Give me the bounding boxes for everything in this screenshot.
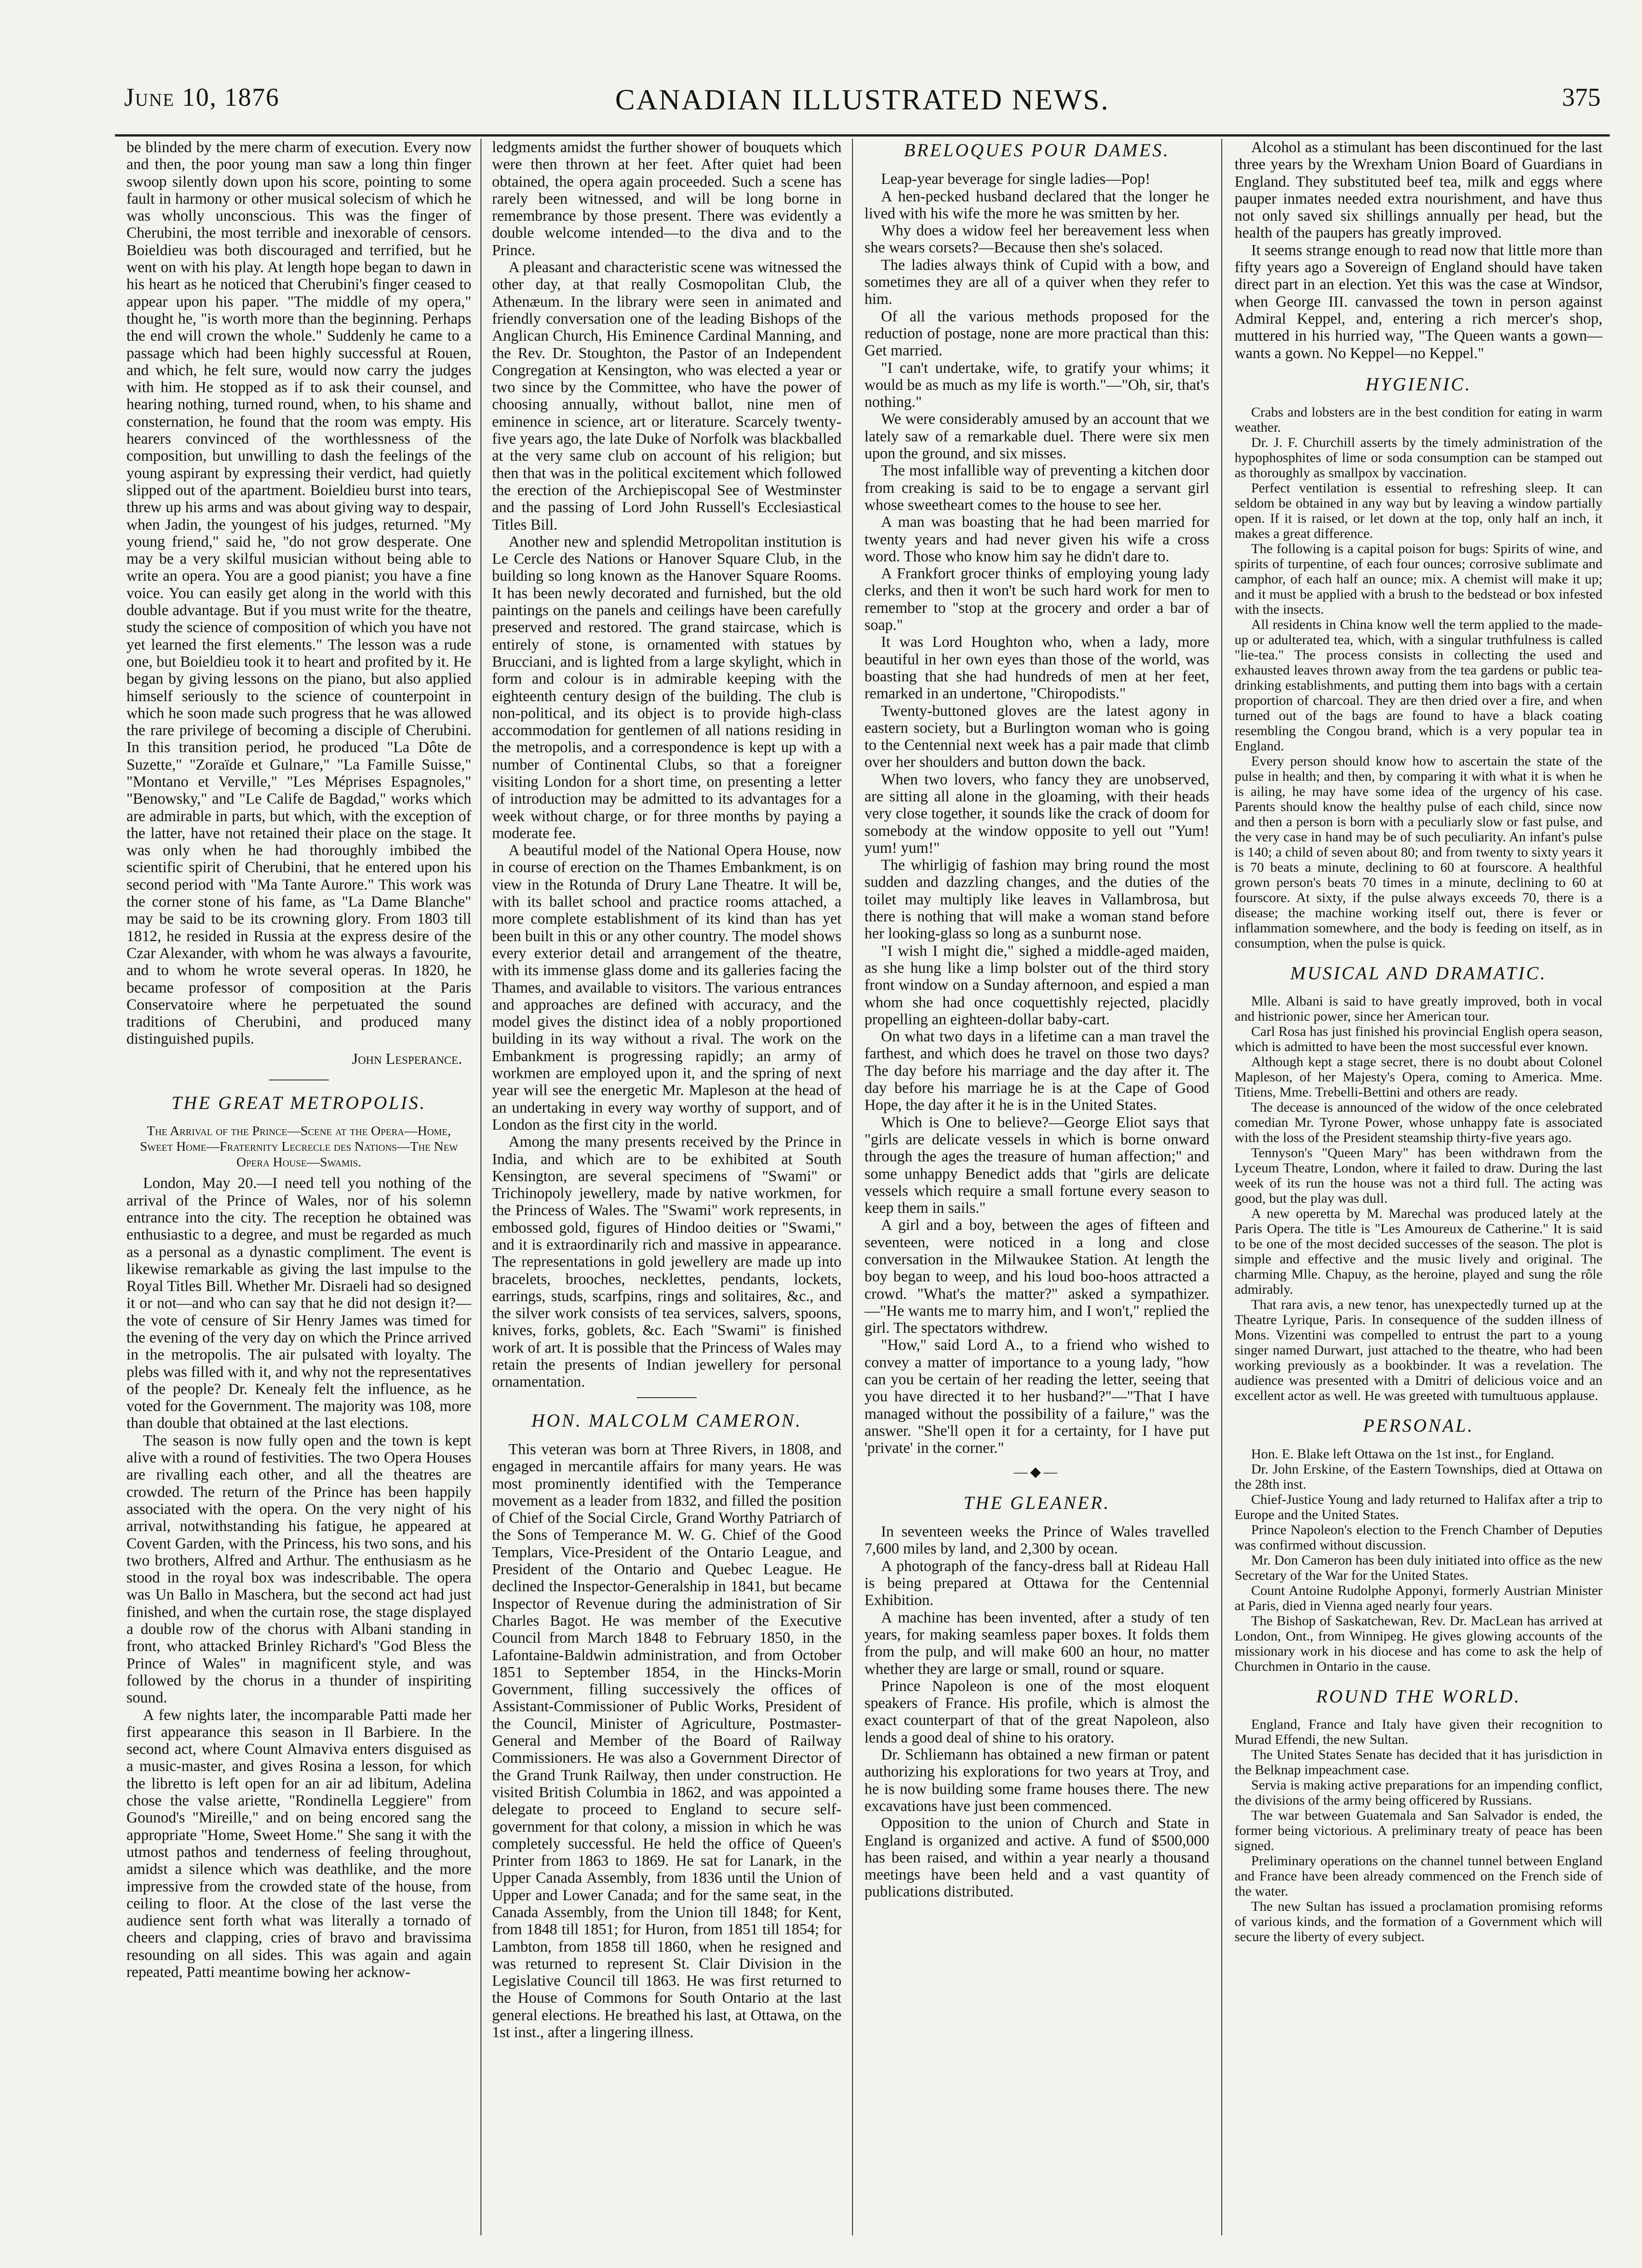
section-heading: HON. MALCOLM CAMERON. — [531, 1410, 802, 1431]
item-paragraph: The Bishop of Saskatchewan, Rev. Dr. MacLean has arrived at London, Ont., from Winnipeg. He gives glowing accounts of the missionary work in his diocese and has come to ask the help of Churchmen in Ontario in the cause. — [1235, 1613, 1602, 1674]
item-paragraph: England, France and Italy have given their recognition to Murad Effendi, the new Sultan. — [1235, 1717, 1602, 1748]
item-paragraph: Although kept a stage secret, there is no doubt about Colonel Mapleson, of her Majesty's Opera, coming to America. Mme. Titiens, Mme. Trebelli-Bettini and others are ready. — [1235, 1054, 1602, 1100]
article-paragraph: A pleasant and characteristic scene was witnessed the other day, at that really Cosmopolitan Club, the Athenæum. In the library were seen in animated and friendly conversation one of the leading Bishops of the Anglican Church, His Eminence Cardinal Manning, and the Rev. Dr. Stoughton, the Pastor of an Independent Congregation at Kensington, who was elected a year or two since by the Committee, who have the power of choosing annually, without ballot, nine men of eminence in science, art or literature. Scarcely twenty-five years ago, the late Duke of Norfolk was blackballed at the very same club on account of his religion; but then that was in the political excitement which followed the erection of the Archiepiscopal See of Westminster and the passing of Lord John Russell's Ecclesiastical Titles Bill. — [492, 259, 841, 533]
item-paragraph: A machine has been invented, after a study of ten years, for making seamless paper boxes. It folds them from the pulp, and will make 600 an hour, no matter whether they are large or small, round or square. — [864, 1609, 1209, 1678]
item-paragraph: The following is a capital poison for bugs: Spirits of wine, and spirits of turpentine, of each four ounces; corrosive sublimate and camphor, of each half an ounce; mix. A chemist will make it up; and it must be applied with a brush to the bedstead or box infested with the insects. — [1235, 541, 1602, 617]
item-paragraph: Alcohol as a stimulant has been discontinued for the last three years by the Wrexham Union Board of Guardians in England. They substituted beef tea, milk and eggs where pauper inmates needed extra nourishment, and have thus not only saved six shillings annually per head, but the health of the paupers has greatly improved. — [1235, 139, 1602, 242]
article-paragraph: This veteran was born at Three Rivers, in 1808, and engaged in mercantile affairs for many years. He was most prominently identified with the Temperance movement as a leader from 1832, and filled the position of Chief of the Social Circle, Grand Worthy Patriarch of the Sons of Temperance M. W. G. Chief of the Good Templars, Vice-President of the Ontario League, and President of the Ontario and Quebec League. He declined the Inspector-Generalship in 1841, but became Inspector of Revenue during the administration of Sir Charles Bagot. He was member of the Executive Council from March 1848 to February 1850, in the Lafontaine-Baldwin administration, and from October 1851 to September 1854, in the Hincks-Morin Government, filling successively the offices of Assistant-Commissioner of Public Works, President of the Council, Minister of Agriculture, Postmaster-General and Member of the Board of Railway Commissioners. He was also a Government Director of the Grand Trunk Railway, then under construction. He visited British Columbia in 1862, and was appointed a delegate to proceed to England to secure self-government for that colony, a mission in which he was completely successful. He held the office of Queen's Printer from 1863 to 1869. He sat for Lanark, in the Upper Canada Assembly, from 1836 until the Union of Upper and Lower Canada; and for the same seat, in the Canada Assembly, from the Union till 1848; for Kent, from 1848 till 1851; for Huron, from 1851 till 1854; for Lambton, from 1858 till 1860, when he resigned and was returned to represent St. Clair Division in the Legislative Council till 1863. He was first returned to the House of Commons for South Ontario at the last general elections. He breathed his last, at Ottawa, on the 1st inst., after a lingering illness. — [492, 1440, 841, 2041]
item-paragraph: That rara avis, a new tenor, has unexpectedly turned up at the Theatre Lyrique, Paris. In consequence of the sudden illness of Mons. Vizentini was compelled to entrust the part to a young singer named Durwart, just attached to the theatre, who had been working previously as a bookbinder. It was a revelation. The audience was presented with a Dmitri of delicious voice and an excellent actor as well. He was greeted with tumultuous applause. — [1235, 1297, 1602, 1404]
item-paragraph: The new Sultan has issued a proclamation promising reforms of various kinds, and the formation of a Government which will secure the liberty of every subject. — [1235, 1899, 1602, 1945]
paragraph-list — [1235, 405, 1602, 951]
item-paragraph: All residents in China know well the term applied to the made-up or adulterated tea, which, with a singular truthfulness is called "lie-tea." The process consists in collecting the used and exhausted leaves thrown away from the tea gardens or public tea-drinking establishments, and putting them into bags with a certain proportion of charcoal. They are then dried over a fire, and when turned out of the bags are found to have a black coating resembling the Congou brand, which is a very popular tea in England. — [1235, 617, 1602, 754]
item-paragraph: "I can't undertake, wife, to gratify your whims; it would be as much as my life is worth."—"Oh, sir, that's nothing." — [864, 359, 1209, 411]
article-paragraph: London, May 20.—I need tell you nothing of the arrival of the Prince of Wales, nor of his solemn entrance into the city. The reception he obtained was enthusiastic to a degree, and must be regarded as much as a personal as a dynastic compliment. The event is likewise remarkable as giving the last impulse to the Royal Titles Bill. Whether Mr. Disraeli had so designed it or not—and who can say that he did not design it?—the vote of censure of Sir Henry James was timed for the evening of the very day on which the Prince arrived in the metropolis. The air pulsated with loyalty. The plebs was filled with it, and why not the representatives of the people? Dr. Kenealy felt the influence, as he voted for the Government. The majority was 108, more than double that obtained at the last elections. — [126, 1175, 471, 1432]
item-paragraph: Count Antoine Rudolphe Apponyi, formerly Austrian Minister at Paris, died in Vienna aged nearly four years. — [1235, 1582, 1602, 1613]
article-paragraph: A beautiful model of the National Opera House, now in course of erection on the Thames Embankment, is on view in the Rotunda of Drury Lane Theatre. It will be, with its ballet school and practice rooms attached, a more complete establishment of its kind than has yet been built in this or any other country. The model shows every exterior detail and arrangement of the theatre, with its immense glass dome and its galleries facing the Thames, and available to visitors. The various entrances and approaches are defined with accuracy, and the model gives the distinct idea of a nobly proportioned building in its way without a rival. The work on the Embankment is progressing rapidly; an army of workmen are employed upon it, and the spring of next year will see the energetic Mr. Mapleson at the head of an undertaking in every way worthy of support, and of London as the first city in the world. — [492, 842, 841, 1133]
item-paragraph: Servia is making active preparations for an impending conflict, the divisions of the army being officered by Russians. — [1235, 1777, 1602, 1808]
item-paragraph: Dr. John Erskine, of the Eastern Townships, died at Ottawa on the 28th inst. — [1235, 1461, 1602, 1492]
paragraph-list — [1235, 1717, 1602, 1944]
column-3 — [864, 139, 1209, 2235]
item-paragraph: Dr. J. F. Churchill asserts by the timely administration of the hypophosphites of lime or soda consumption can be stamped out as thoroughly as smallpox by vaccination. — [1235, 435, 1602, 481]
item-paragraph: "How," said Lord A., to a friend who wished to convey a matter of importance to a young lady, "how can you be certain of her reading the letter, seeing that you have directed it to her husband?"—"That I have managed without the possibility of a failure," was the answer. "She'll open it for a certainty, for I have put 'private' in the corner." — [864, 1337, 1209, 1457]
section-heading: THE GREAT METROPOLIS. — [172, 1092, 426, 1114]
paragraph-list — [1235, 1446, 1602, 1674]
item-paragraph: Tennyson's "Queen Mary" has been withdrawn from the Lyceum Theatre, London, where it failed to draw. During the last week of its run the house was not a third full. The acting was good, but the play was dull. — [1235, 1145, 1602, 1206]
item-paragraph: Crabs and lobsters are in the best condition for eating in warm weather. — [1235, 405, 1602, 435]
item-paragraph: Prince Napoleon's election to the French Chamber of Deputies was confirmed without discussion. — [1235, 1522, 1602, 1553]
article-paragraph: A few nights later, the incomparable Patti made her first appearance this season in Il Barbiere. In the second act, where Count Almaviva enters disguised as a music-master, and gives Rosina a lesson, for which the libretto is left open for an air ad libitum, Adelina chose the valse ariette, "Rondinella Leggiere" from Gounod's "Mireille," and on being encored sang the appropriate "Home, Sweet Home." She sang it with the utmost pathos and tenderness of feeling throughout, amidst a silence which was deathlike, and the more impressive from the crowded state of the house, from ceiling to floor. At the close of the last verse the audience sent forth what was literally a tornado of cheers and clapping, cries of bravo and bravissima resounding on all sides. This was again and again repeated, Patti meantime bowing her acknow- — [126, 1706, 471, 1981]
item-paragraph: Chief-Justice Young and lady returned to Halifax after a trip to Europe and the United States. — [1235, 1491, 1602, 1522]
section-heading: ROUND THE WORLD. — [1316, 1685, 1521, 1707]
page-number: 375 — [1562, 83, 1601, 112]
item-paragraph: A hen-pecked husband declared that the longer he lived with his wife the more he was smitten by her. — [864, 188, 1209, 222]
column-2 — [492, 139, 841, 2235]
item-paragraph: Every person should know how to ascertain the state of the pulse in health; and then, by comparing it with what it is when he is ailing, he may have some idea of the urgency of his case. Parents should know the healthy pulse of each child, since now and then a person is born with a peculiarly slow or fast pulse, and the very case in hand may be of such peculiarity. An infant's pulse is 140; a child of seven about 80; and from twenty to sixty years it is 70 beats a minute, declining to 60 at fourscore. A healthful grown person's beats 70 times in a minute, declining to 60 at fourscore. At sixty, if the pulse always exceeds 70, there is a disease; the machine working itself out, there is fever or inflammation somewhere, and the body is feeding on itself, as in consumption, when the pulse is quick. — [1235, 754, 1602, 951]
item-paragraph: On what two days in a lifetime can a man travel the farthest, and which does he travel on those two days? The day before his marriage and the day after it. The day before his marriage he is at the Cape of Good Hope, the day after it he is in the United States. — [864, 1028, 1209, 1114]
item-paragraph: The decease is announced of the widow of the once celebrated comedian Mr. Tyrone Power, whose unhappy fate is associated with the loss of the President steamship thirty-five years ago. — [1235, 1100, 1602, 1146]
item-paragraph: Mr. Don Cameron has been duly initiated into office as the new Secretary of the War for the United States. — [1235, 1552, 1602, 1583]
section-heading: MUSICAL AND DRAMATIC. — [1290, 963, 1547, 984]
paragraph-list — [1235, 139, 1602, 362]
newspaper-title: CANADIAN ILLUSTRATED NEWS. — [615, 83, 1110, 116]
article-paragraph: be blinded by the mere charm of execution. Every now and then, the poor young man saw a long thin finger swoop silently down upon his score, pointing to some fault in harmony or other musical solecism of which he was wholly unconscious. This was the finger of Cherubini, the most terrible and inexorable of censors. Boieldieu was both discouraged and terrified, but he went on with his play. At length hope began to dawn in his heart as he noticed that Cherubini's finger ceased to appear upon his paper. "The middle of my opera," thought he, "is worth more than the beginning. Perhaps the end will crown the whole." Suddenly he came to a passage which had been highly successful at Rouen, and which, he felt sure, would now carry the judges with him. He stopped as if to ask their counsel, and hearing nothing, turned round, when, to his shame and consternation, he found that the room was empty. His hearers convinced of the worthlessness of the composition, but unwilling to dash the feelings of the young aspirant by expressing their verdict, had quietly slipped out of the apartment. Boieldieu burst into tears, threw up his arms and was about giving way to despair, when Jadin, the youngest of his judges, returned. "My young friend," said he, "do not grow desperate. One may be a very skilful musician without being able to write an opera. You are a good pianist; you have a fine voice. You can easily get along in the world with this double advantage. But if you must write for the theatre, study the science of composition of which you have not yet learned the first elements." The lesson was a rude one, but Boieldieu took it to heart and profited by it. He began by giving lessons on the piano, but also applied himself seriously to the science of counterpoint in which he soon made such progress that he was allowed the rare privilege of becoming a disciple of Cherubini. In this transition period, he produced "La Dôte de Suzette," "Zoraïde et Gulnare," "La Famille Suisse," "Montano et Verville," "Les Méprises Espagnoles," "Benowsky," and "Le Calife de Bagdad," works which are admirable in parts, but which, with the exception of the latter, have not retained their place on the stage. It was only when he had thoroughly imbibed the scientific spirit of Cherubini, that he entered upon his second period with "Ma Tante Aurore." This work was the corner stone of his fame, as "La Dame Blanche" may be said to be its crowning glory. From 1803 till 1812, he resided in Russia at the express desire of the Czar Alexander, with whom he was always a favourite, and to whom he wrote several operas. In 1820, he became professor of composition at the Paris Conservatoire where he perpetuated the sound traditions of Cherubini, and produced many distinguished pupils. — [126, 139, 471, 1048]
item-paragraph: A new operetta by M. Marechal was produced lately at the Paris Opera. The title is "Les Amoureux de Catherine." It is said to be one of the most decided successes of the season. The plot is simple and effective and the music lively and original. The charming Mlle. Chapuy, as the heroine, played and sung the rôle admirably. — [1235, 1206, 1602, 1297]
section-heading: PERSONAL. — [1363, 1415, 1474, 1436]
item-paragraph: When two lovers, who fancy they are unobserved, are sitting all alone in the gloaming, with their heads very close together, it sounds like the crack of doom for somebody at the window opposite to yell out "Yum! yum! yum!" — [864, 771, 1209, 857]
item-paragraph: The whirligig of fashion may bring round the most sudden and dazzling changes, and the duties of the toilet may multiply like leaves in Vallambrosa, but there is nothing that will make a woman stand before her looking-glass so long as a sunburnt nose. — [864, 857, 1209, 943]
article-paragraph: ledgments amidst the further shower of bouquets which were then thrown at her feet. After quiet had been obtained, the opera again proceeded. Such a scene has rarely been witnessed, and will be long borne in remembrance by those present. There was evidently a double welcome intended—to the diva and to the Prince. — [492, 139, 841, 259]
item-paragraph: Mlle. Albani is said to have greatly improved, both in vocal and histrionic power, since her American tour. — [1235, 994, 1602, 1024]
item-paragraph: A girl and a boy, between the ages of fifteen and seventeen, were noticed in a long and close conversation in the Milwaukee Station. At length the boy began to weep, and his loud boo-hoos attracted a crowd. "What's the matter?" asked a sympathizer.—"He wants me to marry him, and I won't," replied the girl. The spectators withdrew. — [864, 1217, 1209, 1337]
item-paragraph: The ladies always think of Cupid with a bow, and sometimes they are all of a quiver when they refer to him. — [864, 256, 1209, 308]
item-paragraph: The most infallible way of preventing a kitchen door from creaking is said to be to engage a servant girl whose sweetheart comes to the house to see her. — [864, 462, 1209, 514]
item-paragraph: Opposition to the union of Church and State in England is organized and active. A fund of $500,000 has been raised, and within a year nearly a thousand meetings have been held and a vast quantity of publications distributed. — [864, 1815, 1209, 1901]
section-subheading: The Arrival of the Prince—Scene at the Opera—Home, Sweet Home—Fraternity Lecrecle des Nations—The New Opera House—Swamis. — [140, 1124, 458, 1170]
article-paragraph: Another new and splendid Metropolitan institution is Le Cercle des Nations or Hanover Square Club, in the building so long known as the Hanover Square Rooms. It has been newly decorated and furnished, but the old paintings on the panels and ceilings have been carefully preserved and restored. The grand staircase, which is entirely of stone, is ornamented with statues by Brucciani, and is lighted from a large skylight, which in form and colour is in admirable keeping with the eighteenth century design of the building. The club is non-political, and its object is to provide high-class accommodation for gentlemen of all nations residing in the metropolis, and a correspondence is kept up with a number of Continental Clubs, so that a foreigner visiting London for a short time, on presenting a letter of introduction may be admitted to its advantages for a week without charge, or for three months by paying a moderate fee. — [492, 533, 841, 842]
ornament-divider: —◆— — [1013, 1464, 1060, 1480]
article-paragraph: Among the many presents received by the Prince in India, and which are to be exhibited at South Kensington, are several specimens of "Swami" or Trichinopoly jewellery, made by native workmen, for the Princess of Wales. The "Swami" work represents, in embossed gold, figures of Hindoo deities or "Swami," and it is extraordinarily rich and massive in appearance. The representations in gold jewellery are made up into bracelets, brooches, necklettes, pendants, lockets, earrings, studs, scarfpins, rings and solitaires, &c., and the silver work consists of tea services, salvers, spoons, knives, forks, goblets, &c. Each "Swami" is finished work of art. It is possible that the Princess of Wales may retain the presents of Indian jewellery for personal ornamentation. — [492, 1133, 841, 1391]
column-1 — [126, 139, 471, 2235]
item-paragraph: Of all the various methods proposed for the reduction of postage, none are more practical than this: Get married. — [864, 308, 1209, 360]
item-paragraph: Carl Rosa has just finished his provincial English opera season, which is admitted to have been the most successful ever known. — [1235, 1024, 1602, 1055]
item-paragraph: A photograph of the fancy-dress ball at Rideau Hall is being prepared at Ottawa for the Centennial Exhibition. — [864, 1557, 1209, 1609]
item-paragraph: Why does a widow feel her bereavement less when she wears corsets?—Because then she's solaced. — [864, 222, 1209, 257]
item-paragraph: It was Lord Houghton who, when a lady, more beautiful in her own eyes than those of the world, was boasting that she had hundreds of men at her feet, remarked in an undertone, "Chiropodists." — [864, 634, 1209, 703]
section-heading: THE GLEANER. — [963, 1492, 1110, 1513]
item-paragraph: Which is One to believe?—George Eliot says that "girls are delicate vessels in which is borne onward through the ages the treasure of human affection;" and some unhappy Benedict adds that "girls are delicate vessels which require a small fortune every season to keep them in sails." — [864, 1114, 1209, 1217]
paragraph-list — [864, 171, 1209, 1457]
item-paragraph: "I wish I might die," sighed a middle-aged maiden, as she hung like a limp bolster out of the third story front window on a Sunday afternoon, and espied a man whom she had once coquettishly rejected, placidly propelling an eighteen-dollar baby-cart. — [864, 942, 1209, 1028]
article-paragraph: The season is now fully open and the town is kept alive with a round of festivities. The two Opera Houses are rivalling each other, and all the theatres are crowded. The return of the Prince has been happily associated with the opera. On the very night of his arrival, notwithstanding his fatigue, he appeared at Covent Garden, with the Princess, his two sons, and his two brothers, Alfred and Arthur. The enthusiasm as he stood in the royal box was indescribable. The opera was Un Ballo in Maschera, but the second act had just finished, and when the curtain rose, the stage displayed a double row of the chorus with Albani standing in front, who attacked Brinley Richard's "God Bless the Prince of Wales" in magnificent style, and was followed by the chorus in a thunder of inspiriting sound. — [126, 1432, 471, 1707]
item-paragraph: The war between Guatemala and San Salvador is ended, the former being victorious. A preliminary treaty of peace has been signed. — [1235, 1808, 1602, 1854]
item-paragraph: It seems strange enough to read now that little more than fifty years ago a Sovereign of England should have taken direct part in an election. Yet this was the case at Windsor, when George III. canvassed the town in person against Admiral Keppel, and, entering a rich mercer's shop, muttered in his hurried way, "The Queen wants a gown—wants a gown. No Keppel—no Keppel." — [1235, 241, 1602, 362]
masthead-rule — [115, 134, 1610, 137]
item-paragraph: A Frankfort grocer thinks of employing young lady clerks, and then it won't be such hard work for men to remember to "stop at the grocery and order a bar of soap." — [864, 565, 1209, 634]
paragraph-list — [1235, 994, 1602, 1403]
item-paragraph: We were considerably amused by an account that we lately saw of a remarkable duel. There were six men upon the ground, and six misses. — [864, 411, 1209, 463]
item-paragraph: Hon. E. Blake left Ottawa on the 1st inst., for England. — [1251, 1446, 1555, 1462]
item-paragraph: Preliminary operations on the channel tunnel between England and France have been already commenced on the French side of the water. — [1235, 1853, 1602, 1899]
column-divider — [852, 139, 853, 2235]
article-signature: John Lesperance. — [352, 1050, 462, 1068]
item-paragraph: Perfect ventilation is essential to refreshing sleep. It can seldom be obtained in any way but by leaving a window partially open. If it is raised, or let down at the top, only half an inch, it makes a great difference. — [1235, 480, 1602, 542]
item-paragraph: The United States Senate has decided that it has jurisdiction in the Belknap impeachment case. — [1235, 1747, 1602, 1778]
section-heading: BRELOQUES POUR DAMES. — [904, 140, 1170, 160]
item-paragraph: A man was boasting that he had been married for twenty years and had never given his wife a cross word. Those who know him say he didn't dare to. — [864, 514, 1209, 565]
paragraph-list — [864, 1523, 1209, 1901]
column-4 — [1235, 139, 1602, 2235]
section-heading: HYGIENIC. — [1365, 373, 1472, 394]
item-paragraph: Prince Napoleon is one of the most eloquent speakers of France. His profile, which is almost the exact counterpart of that of the great Napoleon, also lends a good deal of shine to his oratory. — [864, 1677, 1209, 1746]
item-paragraph: Dr. Schliemann has obtained a new firman or patent authorizing his explorations for two years at Troy, and he is now building some frame houses there. The new excavations have just been commenced. — [864, 1746, 1209, 1815]
issue-date: June 10, 1876 — [124, 83, 280, 112]
item-paragraph: In seventeen weeks the Prince of Wales travelled 7,600 miles by land, and 2,300 by ocean. — [864, 1523, 1209, 1558]
item-paragraph: Twenty-buttoned gloves are the latest agony in eastern society, but a Burlington woman who is going to the Centennial next week has a pair made that climb over her shoulders and button down the back. — [864, 702, 1209, 771]
section-divider — [637, 1397, 697, 1398]
column-divider — [1221, 139, 1222, 2235]
masthead — [115, 78, 1610, 133]
item-paragraph: Leap-year beverage for single ladies—Pop! — [881, 171, 1150, 188]
